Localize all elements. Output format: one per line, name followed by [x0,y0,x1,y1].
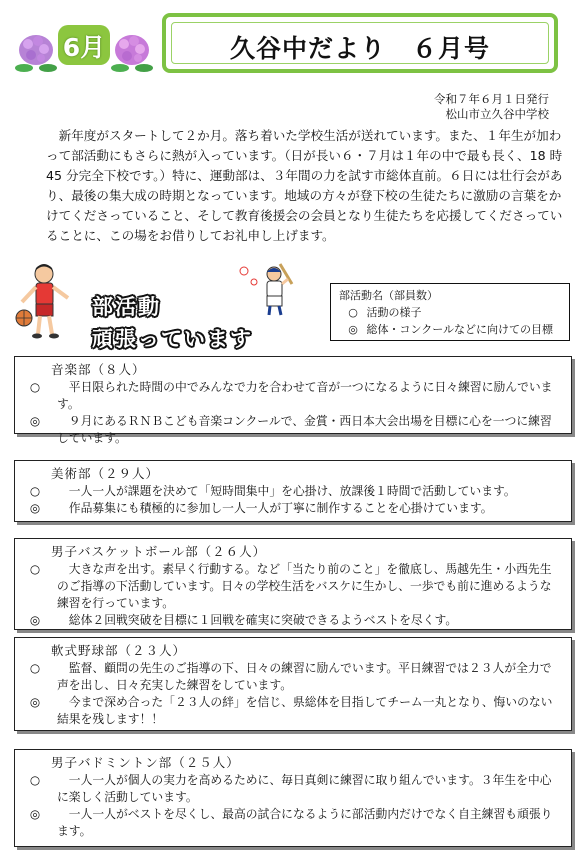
club-box-music [14,356,572,445]
circle-mark-icon: ○ [29,661,41,675]
banner-line-2: 頑張っています [92,327,253,351]
baseball-player-icon [236,262,302,318]
double-circle-mark-icon: ◎ [29,695,41,709]
club-activity: ○ 一人一人が個人の実力を高めるために、毎日真剣に練習に取り組んでいます。３年生を中心に楽しく活動しています。 [23,772,563,806]
double-circle-mark-icon: ◎ [29,613,41,627]
club-goal: ◎ 総体２回戦突破を目標に１回戦を確実に突破できるようベストを尽くす。 [23,612,563,629]
circle-mark-icon: ○ [29,380,41,394]
club-box-baseball [14,637,572,731]
page-title: 久谷中だより ６月号 [229,34,490,63]
issue-date: 令和７年６月１日発行 [434,92,549,106]
club-activity: ○ 一人一人が課題を決めて「短時間集中」を心掛け、放課後１時間で活動しています。 [23,483,563,500]
legend-item: ○ 活動の様子 [339,304,561,321]
basketball-player-icon [14,262,86,342]
double-circle-mark-icon: ◎ [348,323,358,336]
club-box-basketball [14,538,572,630]
club-activity: ○ 監督、顧問の先生のご指導の下、日々の練習に励んでいます。平日練習では２３人が全力で声を出し、日々充実した練習をしています。 [23,660,563,694]
school-name: 松山市立久谷中学校 [445,107,549,121]
club-name: 美術部（２９人） [51,466,160,481]
double-circle-mark-icon: ◎ [29,414,41,428]
banner-line-1: 部活動 [92,295,161,319]
club-name: 音楽部（８人） [51,362,146,377]
legend-box [330,283,570,341]
club-activity: ○ 平日限られた時間の中でみんなで力を合わせて音が一つになるように日々練習に励んでいます。 [23,379,563,413]
club-goal: ◎ 一人一人がベストを尽くし、最高の試合になるように部活動内だけでなく自主練習も頑張ります。 [23,806,563,840]
circle-mark-icon: ○ [29,484,41,498]
circle-mark-icon: ○ [348,306,358,319]
intro-paragraph: 新年度がスタートして２か月。落ち着いた学校生活が送れています。また、１年生が加わって部活動にもさらに熱が入っています。（日が長い６・７月は１年の中で最も長く、18 時 45 分完全下校です。）特に、運動部は、３年間の力を試す市総体直前。６日には壮行会があり、最後の集大成の時期となっています。地域の方々が登下校の生徒たちに激励の言葉をかけてくださっていること、そして教育後援会の会員となり生徒たちを応援してくださっていることに、この場をお借りしてお礼申し上げます。 [46,128,563,243]
month-badge [14,16,154,74]
double-circle-mark-icon: ◎ [29,807,41,821]
circle-mark-icon: ○ [29,562,41,576]
legend-title: 部活動名（部員数） [339,289,438,302]
club-activity: ○ 大きな声を出す。素早く行動する。など「当たり前のこと」を徹底し、馬越先生・小西先生のご指導の下活動しています。日々の学校生活をバスケに生かし、一歩でも前に進めるような練習を行っています。 [23,561,563,612]
club-box-badminton [14,749,572,847]
club-name: 男子バドミントン部（２５人） [51,755,240,770]
double-circle-mark-icon: ◎ [29,501,41,515]
club-goal: ◎ 作品募集にも積極的に参加し一人一人が丁寧に制作することを心掛けています。 [23,500,563,517]
title-frame [162,13,558,73]
club-name: 軟式野球部（２３人） [51,643,187,658]
club-box-art [14,460,572,522]
hydrangea-left-icon [15,35,57,72]
legend-item: ◎ 総体・コンクールなどに向けての目標 [339,321,561,338]
club-goal: ◎ 今まで深め合った「２３人の絆」を信じ、県総体を目指してチーム一丸となり、悔いのない結果を残します！！ [23,694,563,728]
hydrangea-right-icon [111,35,153,72]
issue-info [434,92,549,122]
club-name: 男子バスケットボール部（２６人） [51,544,267,559]
club-goal: ◎ ９月にあるＲＮＢこども音楽コンクールで、金賞・西日本大会出場を目標に心を一つに練習しています。 [23,413,563,447]
month-badge-label: 6月 [62,33,106,62]
circle-mark-icon: ○ [29,773,41,787]
